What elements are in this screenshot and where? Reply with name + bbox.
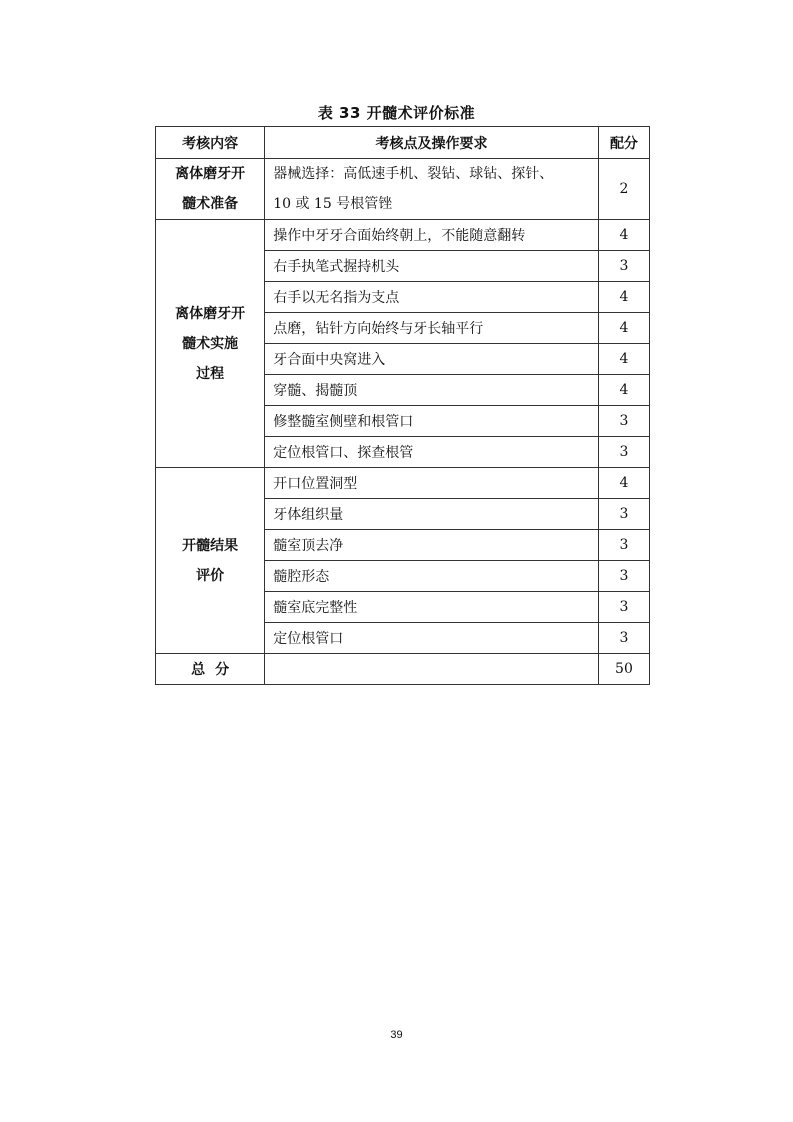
item-score: 4: [598, 344, 649, 375]
item-score: 4: [598, 220, 649, 251]
item-text: 穿髓、揭髓顶: [265, 375, 599, 406]
item-text: 点磨，钻针方向始终与牙长轴平行: [265, 313, 599, 344]
total-row: [156, 654, 650, 685]
table-row: [156, 220, 650, 251]
total-empty-cell: [265, 654, 599, 685]
header-score: 配分: [598, 127, 649, 159]
total-label: 总分: [156, 654, 265, 685]
item-text: 右手以无名指为支点: [265, 282, 599, 313]
item-text: 定位根管口: [265, 623, 599, 654]
item-text: 右手执笔式握持机头: [265, 251, 599, 282]
item-text: 定位根管口、探查根管: [265, 437, 599, 468]
group-label-result: [156, 468, 265, 654]
table-caption: 表 33 开髓术评价标准: [317, 104, 476, 122]
group-label-procedure: [156, 220, 265, 468]
item-score: 4: [598, 313, 649, 344]
item-text: 牙体组织量: [265, 499, 599, 530]
item-score: 3: [598, 406, 649, 437]
table-row: [156, 159, 650, 220]
item-score: 3: [598, 592, 649, 623]
item-text: 牙合面中央窝进入: [265, 344, 599, 375]
header-points: 考核点及操作要求: [265, 127, 599, 159]
header-content: 考核内容: [156, 127, 265, 159]
item-score: 3: [598, 251, 649, 282]
page-number: 39: [390, 1029, 403, 1041]
item-score: 3: [598, 530, 649, 561]
item-text-line: 器械选择：高低速手机、裂钻、球钻、探针、: [273, 166, 554, 182]
item-score: 4: [598, 375, 649, 406]
total-value: 50: [598, 654, 649, 685]
evaluation-table: [155, 126, 650, 685]
item-text: 髓腔形态: [265, 561, 599, 592]
item-text: 髓室顶去净: [265, 530, 599, 561]
group-label-line: 离体磨牙开: [175, 166, 246, 182]
item-score: 3: [598, 437, 649, 468]
group-label-line: 开髓结果: [182, 537, 239, 554]
item-score: 3: [598, 499, 649, 530]
item-text: [265, 159, 599, 220]
item-text-line: 10 或 15 号根管锉: [273, 196, 393, 212]
item-score: 3: [598, 623, 649, 654]
group-label-line: 髓术准备: [182, 196, 239, 212]
item-text: 开口位置洞型: [265, 468, 599, 499]
group-label-line: 过程: [196, 365, 225, 382]
table-row: [156, 468, 650, 499]
item-score: 4: [598, 282, 649, 313]
header-row: [156, 127, 650, 159]
group-label-line: 离体磨牙开: [175, 305, 246, 322]
item-text: 髓室底完整性: [265, 592, 599, 623]
item-score: 4: [598, 468, 649, 499]
group-label-line: 髓术实施: [182, 335, 239, 352]
item-text: 修整髓室侧壁和根管口: [265, 406, 599, 437]
group-label-line: 评价: [196, 567, 225, 584]
item-score: 3: [598, 561, 649, 592]
group-label-preparation: [156, 159, 265, 220]
item-text: 操作中牙牙合面始终朝上，不能随意翻转: [265, 220, 599, 251]
item-score: 2: [598, 159, 649, 220]
